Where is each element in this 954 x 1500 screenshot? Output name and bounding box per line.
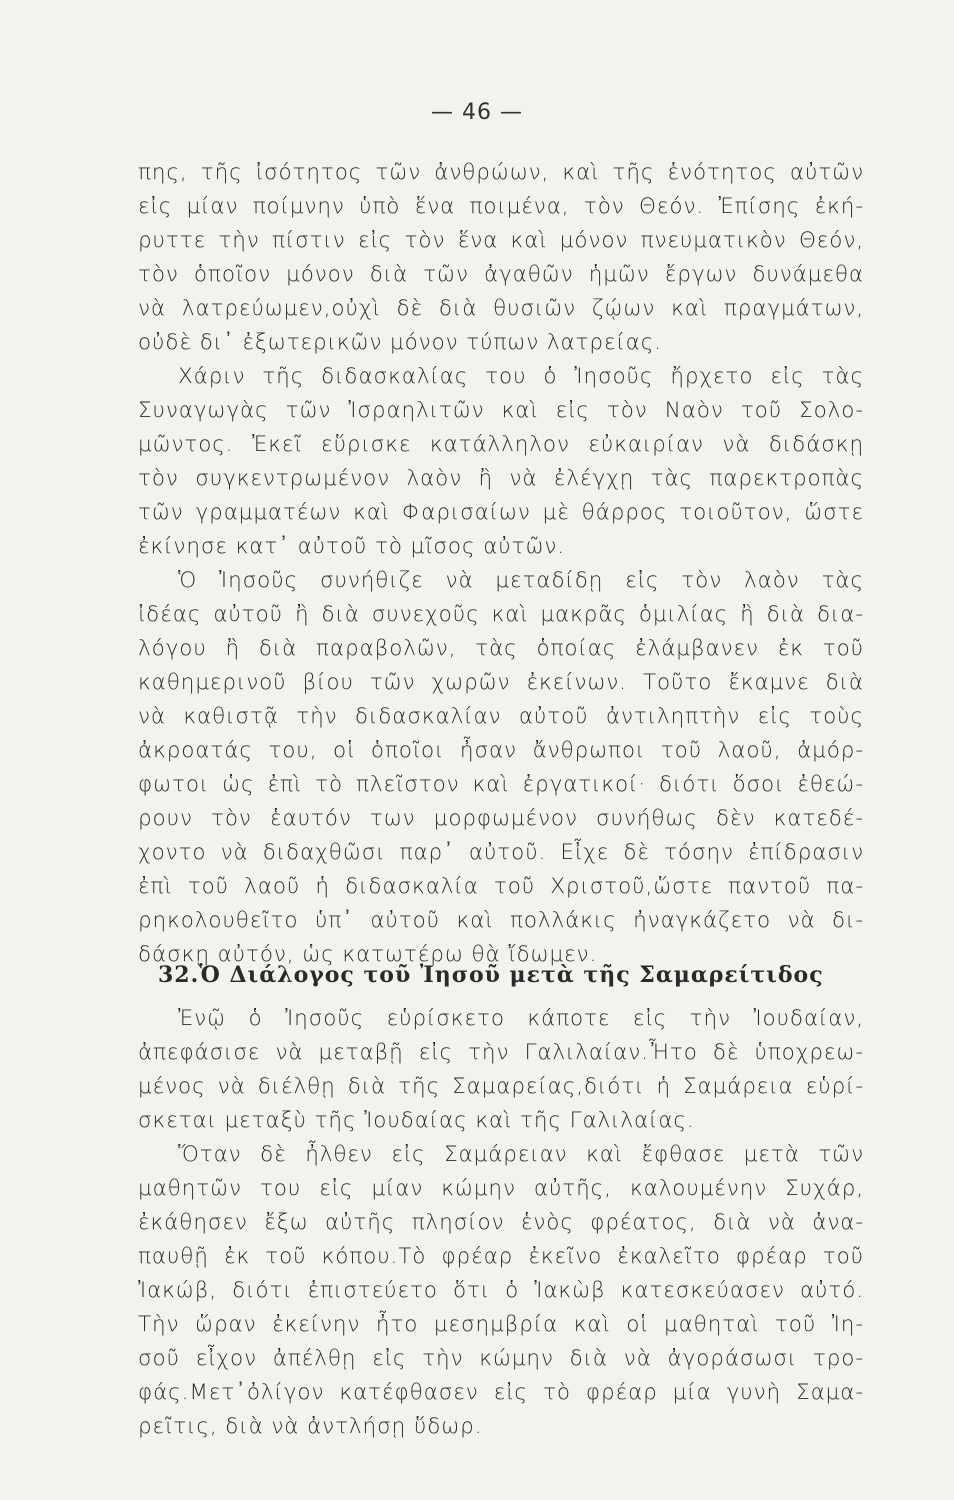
text-line: λόγου ἢ διὰ παραβολῶν, τὰς ὁποίας ἐλάμβανεν ἐκ τοῦ (138, 636, 864, 661)
text-line: ἀπεφάσισε νὰ μεταβῇ εἰς τὴν Γαλιλαίαν.Ἦτο δὲ ὑποχρεω- (138, 1040, 864, 1065)
text-line: δάσκῃ αὐτόν, ὡς κατωτέρω θὰ ἴδωμεν. (138, 942, 598, 967)
paragraph-start-line: Χάριν τῆς διδασκαλίας του ὁ Ἰησοῦς ἤρχετο εἰς τὰς (178, 364, 864, 389)
text-line: ρουν τὸν ἑαυτόν των μορφωμένον συνήθως δὲν κατεδέ- (138, 806, 864, 831)
text-line: ἐκάθησεν ἔξω αὐτῆς πλησίον ἑνὸς φρέατος, διὰ νὰ ἀνα- (138, 1210, 864, 1235)
text-line: χοντο νὰ διδαχθῶσι παρ᾽ αὐτοῦ. Εἶχε δὲ τόσην ἐπίδρασιν (138, 840, 864, 865)
text-line: εἰς μίαν ποίμνην ὑπὸ ἕνα ποιμένα, τὸν Θεόν. Ἐπίσης ἐκή- (138, 194, 864, 219)
text-line: μαθητῶν του εἰς μίαν κώμην αὐτῆς, καλουμένην Συχάρ, (138, 1176, 864, 1201)
page-number: — 46 — (431, 100, 523, 125)
text-line: ρεῖτις, διὰ νὰ ἀντλήσῃ ὕδωρ. (138, 1414, 483, 1439)
text-line: καθημερινοῦ βίου τῶν χωρῶν ἐκείνων. Τοῦτο ἔκαμνε διὰ (138, 670, 864, 695)
paragraph-start-line: Ὁ Ἰησοῦς συνήθιζε νὰ μεταδίδῃ εἰς τὸν λαὸν τὰς (178, 568, 864, 593)
text-line: ἰδέας αὐτοῦ ἢ διὰ συνεχοῦς καὶ μακρᾶς ὁμιλίας ἢ διὰ δια- (138, 602, 864, 627)
body-text-block-2 (138, 1002, 864, 1444)
text-line: μῶντος. Ἐκεῖ εὕρισκε κατάλληλον εὐκαιρίαν νὰ διδάσκῃ (138, 432, 864, 457)
text-line: νὰ λατρεύωμεν,οὐχὶ δὲ διὰ θυσιῶν ζῴων καὶ πραγμάτων, (138, 296, 864, 321)
text-line: παυθῇ ἐκ τοῦ κόπου.Τὸ φρέαρ ἐκεῖνο ἐκαλεῖτο φρέαρ τοῦ (138, 1244, 864, 1269)
text-line: ρυττε τὴν πίστιν εἰς τὸν ἕνα καὶ μόνον πνευματικὸν Θεόν, (138, 228, 864, 253)
text-line: τὸν ὁποῖον μόνον διὰ τῶν ἀγαθῶν ἡμῶν ἔργων δυνάμεθα (138, 262, 864, 287)
text-line: μένος νὰ διέλθῃ διὰ τῆς Σαμαρείας,διότι ἡ Σαμάρεια εὑρί- (138, 1074, 864, 1099)
text-line: φωτοι ὡς ἐπὶ τὸ πλεῖστον καὶ ἐργατικοί· διότι ὅσοι ἐθεώ- (138, 772, 864, 797)
text-line: ἐπὶ τοῦ λαοῦ ἡ διδασκαλία τοῦ Χριστοῦ,ὥστε παντοῦ πα- (138, 874, 864, 899)
paragraph-start-line: Ἐνῷ ὁ Ἰησοῦς εὑρίσκετο κάποτε εἰς τὴν Ἰουδαίαν, (178, 1006, 864, 1031)
text-line: ἐκίνησε κατ᾽ αὐτοῦ τὸ μῖσος αὐτῶν. (138, 534, 566, 559)
text-line: ρηκολουθεῖτο ὑπ᾽ αὐτοῦ καὶ πολλάκις ἠναγκάζετο νὰ δι- (138, 908, 864, 933)
text-line: φάς.Μετ᾽ὀλίγον κατέφθασεν εἰς τὸ φρέαρ μία γυνὴ Σαμα- (138, 1380, 864, 1405)
text-line: Ἰακώβ, διότι ἐπιστεύετο ὅτι ὁ Ἰακὼβ κατεσκεύασεν αὐτό. (138, 1278, 864, 1303)
text-line: Τὴν ὥραν ἐκείνην ἦτο μεσημβρία καὶ οἱ μαθηταὶ τοῦ Ἰη- (138, 1312, 864, 1337)
text-line: ἀκροατάς του, οἱ ὁποῖοι ἦσαν ἄνθρωποι τοῦ λαοῦ, ἀμόρ- (138, 738, 864, 763)
text-line: οὐδὲ δι᾽ ἐξωτερικῶν μόνον τύπων λατρείας. (138, 330, 663, 355)
text-line: νὰ καθιστᾷ τὴν διδασκαλίαν αὐτοῦ ἀντιληπτὴν εἰς τοὺς (138, 704, 864, 729)
text-line: Συναγωγὰς τῶν Ἰσραηλιτῶν καὶ εἰς τὸν Ναὸν τοῦ Σολο- (138, 398, 864, 423)
section-heading: 32.Ὁ Διάλογος τοῦ Ἰησοῦ μετὰ τῆς Σαμαρείτιδος (158, 962, 824, 988)
paragraph-start-line: Ὅταν δὲ ἦλθεν εἰς Σαμάρειαν καὶ ἔφθασε μετὰ τῶν (178, 1142, 864, 1167)
text-line: σοῦ εἶχον ἀπέλθῃ εἰς τὴν κώμην διὰ νὰ ἀγοράσωσι τρο- (138, 1346, 864, 1371)
section-heading-block (158, 958, 858, 992)
text-line: πης, τῆς ἰσότητος τῶν ἀνθρώων, καὶ τῆς ἑνότητος αὐτῶν (138, 160, 864, 185)
text-line: τὸν συγκεντρωμένον λαὸν ἢ νὰ ἐλέγχῃ τὰς παρεκτροπὰς (138, 466, 864, 491)
body-text-block-1 (138, 156, 864, 972)
text-line: σκεται μεταξὺ τῆς Ἰουδαίας καὶ τῆς Γαλιλαίας. (138, 1108, 695, 1133)
text-line: τῶν γραμματέων καὶ Φαρισαίων μὲ θάρρος τοιοῦτον, ὥστε (138, 500, 864, 525)
